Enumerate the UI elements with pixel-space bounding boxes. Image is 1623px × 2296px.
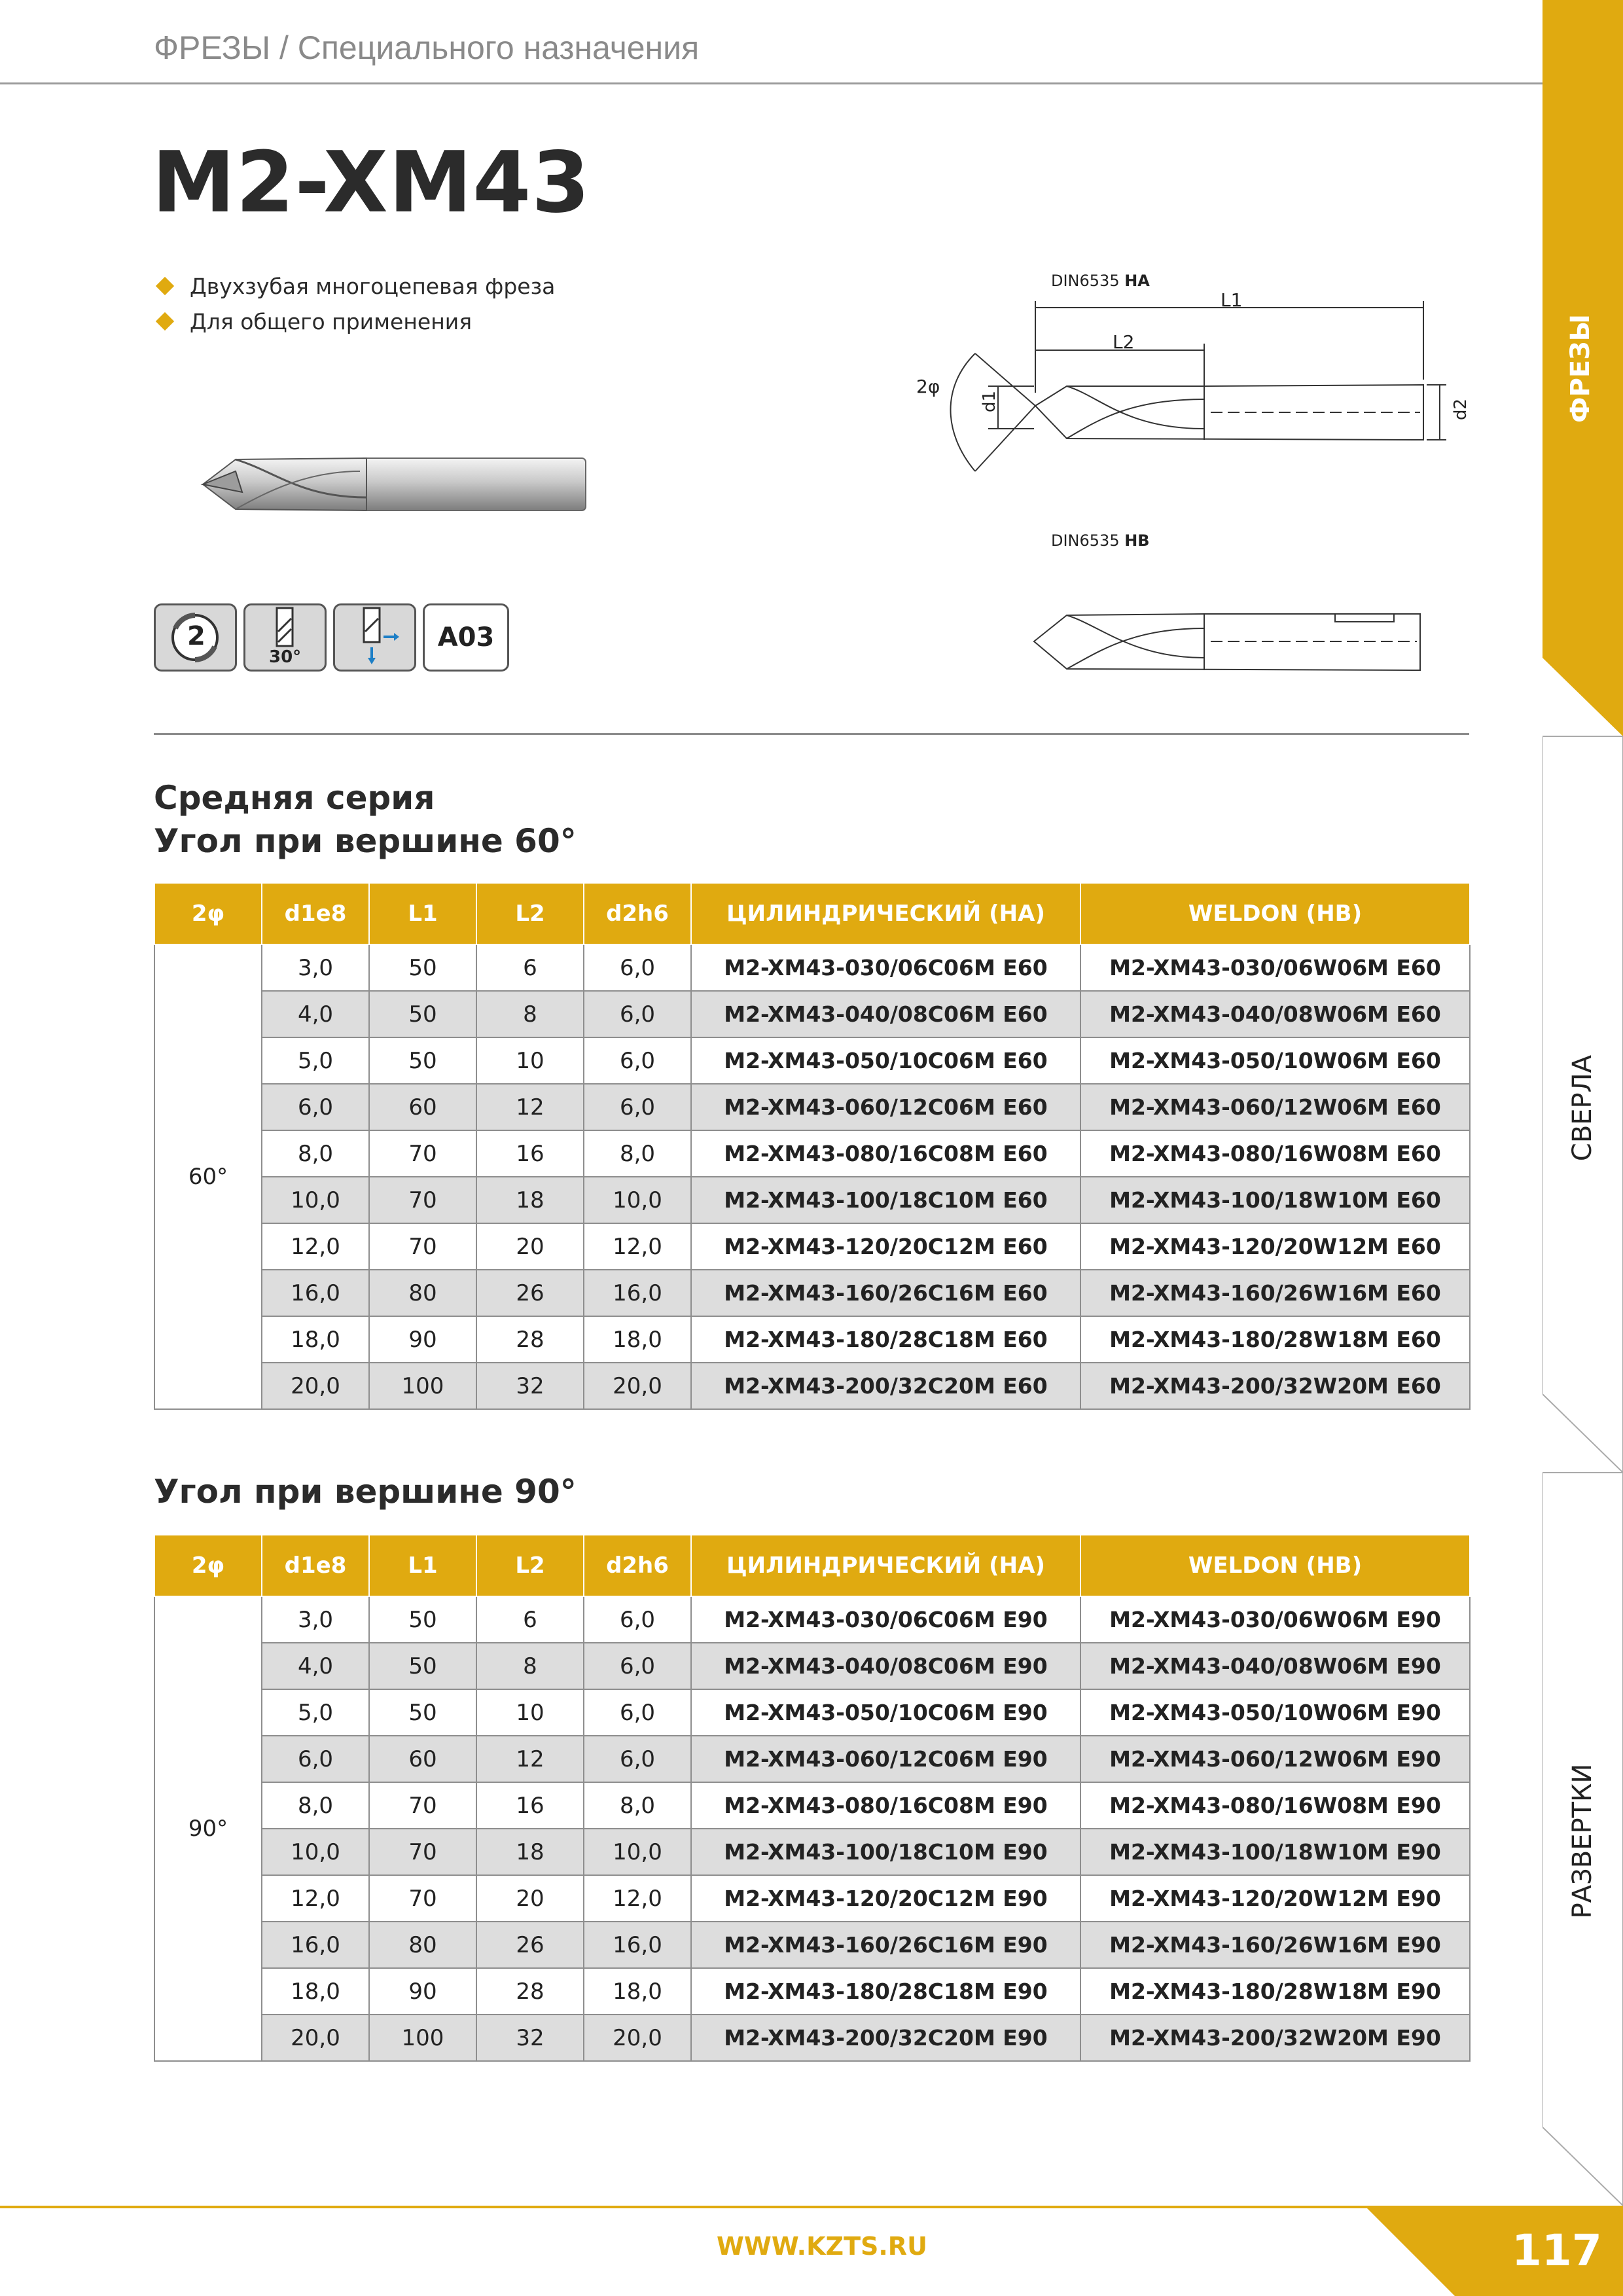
dimension-cell: 26: [476, 1922, 584, 1968]
dimension-cell: 6,0: [584, 1736, 691, 1782]
tab-razvertki[interactable]: РАЗВЕРТКИ: [1567, 1763, 1597, 1919]
dimension-cell: 6,0: [584, 944, 691, 991]
product-title: M2-XM43: [152, 134, 591, 232]
order-code-cell: M2-XM43-120/20W12M E90: [1080, 1875, 1470, 1922]
helix-angle-value: 30°: [269, 647, 302, 667]
order-code-cell: M2-XM43-180/28C18M E60: [691, 1316, 1080, 1363]
table-row: [154, 1782, 1470, 1829]
spec-table-90: [154, 1534, 1471, 2062]
table-header-row: [154, 1535, 1470, 1596]
dimension-cell: 8: [476, 991, 584, 1037]
order-code-cell: M2-XM43-050/10C06M E90: [691, 1689, 1080, 1736]
order-code-cell: M2-XM43-030/06C06M E90: [691, 1596, 1080, 1643]
dimension-cell: 70: [369, 1223, 476, 1270]
dimension-cell: 18,0: [584, 1316, 691, 1363]
col-header: d1e8: [262, 1535, 369, 1596]
dimension-cell: 10,0: [262, 1177, 369, 1223]
table-row: [154, 1130, 1470, 1177]
dimension-cell: 28: [476, 1316, 584, 1363]
dimension-cell: 28: [476, 1968, 584, 2015]
table-row: [154, 1689, 1470, 1736]
feature-item: [154, 304, 555, 339]
angle-cell: 60°: [154, 944, 262, 1409]
col-header: 2φ: [154, 883, 262, 944]
drawing-hb: [1027, 602, 1433, 681]
dimension-cell: 16,0: [262, 1922, 369, 1968]
dimension-cell: 12: [476, 1736, 584, 1782]
table-row: [154, 1270, 1470, 1316]
tab-sverla[interactable]: СВЕРЛА: [1567, 1054, 1597, 1162]
dimension-cell: 90: [369, 1968, 476, 2015]
dimension-cell: 50: [369, 1596, 476, 1643]
table-row: [154, 991, 1470, 1037]
drawing-ha: [903, 288, 1479, 497]
dimension-cell: 18,0: [584, 1968, 691, 2015]
coolant-feed-icon: [333, 603, 416, 672]
order-code-cell: M2-XM43-200/32W20M E90: [1080, 2015, 1470, 2061]
feature-text: Для общего применения: [190, 308, 473, 334]
dimension-cell: 10,0: [262, 1829, 369, 1875]
table-row: [154, 1829, 1470, 1875]
col-header: WELDON (HB): [1080, 1535, 1470, 1596]
dimension-cell: 8: [476, 1643, 584, 1689]
dimension-cell: 60: [369, 1736, 476, 1782]
order-code-cell: M2-XM43-030/06W06M E90: [1080, 1596, 1470, 1643]
dimension-cell: 16: [476, 1130, 584, 1177]
dimension-cell: 70: [369, 1177, 476, 1223]
table-row: [154, 1922, 1470, 1968]
badge-row: [154, 603, 509, 672]
order-code-cell: M2-XM43-100/18C10M E90: [691, 1829, 1080, 1875]
breadcrumb[interactable]: ФРЕЗЫ / Специального назначения: [154, 29, 700, 66]
dimension-cell: 18,0: [262, 1968, 369, 2015]
col-header: 2φ: [154, 1535, 262, 1596]
table-row: [154, 1643, 1470, 1689]
order-code-cell: M2-XM43-080/16W08M E90: [1080, 1782, 1470, 1829]
table-row: [154, 944, 1470, 991]
flute-count: 2: [187, 621, 205, 651]
dimension-cell: 16,0: [584, 1922, 691, 1968]
dim-angle-label: 2φ: [916, 376, 940, 397]
table-row: [154, 1736, 1470, 1782]
col-header: d1e8: [262, 883, 369, 944]
dimension-cell: 8,0: [584, 1130, 691, 1177]
col-header: ЦИЛИНДРИЧЕСКИЙ (HA): [691, 1535, 1080, 1596]
dimension-cell: 5,0: [262, 1689, 369, 1736]
order-code-cell: M2-XM43-160/26C16M E90: [691, 1922, 1080, 1968]
col-header: d2h6: [584, 1535, 691, 1596]
table-row: [154, 1316, 1470, 1363]
dimension-cell: 100: [369, 1363, 476, 1409]
table-row: [154, 1223, 1470, 1270]
dimension-cell: 60: [369, 1084, 476, 1130]
dimension-cell: 16,0: [584, 1270, 691, 1316]
dimension-cell: 32: [476, 1363, 584, 1409]
col-header: L2: [476, 1535, 584, 1596]
dimension-cell: 70: [369, 1782, 476, 1829]
dimension-cell: 20,0: [584, 1363, 691, 1409]
table-header-row: [154, 883, 1470, 944]
table-row: [154, 1968, 1470, 2015]
dimension-cell: 70: [369, 1875, 476, 1922]
helix-angle-icon: [243, 603, 327, 672]
order-code-cell: M2-XM43-050/10W06M E90: [1080, 1689, 1470, 1736]
section-divider: [154, 733, 1469, 735]
spec-table-60: [154, 882, 1471, 1410]
section1-subtitle: Угол при вершине 60°: [154, 822, 577, 860]
dimension-cell: 6,0: [584, 1689, 691, 1736]
header-divider: [0, 82, 1543, 84]
order-code-cell: M2-XM43-160/26C16M E60: [691, 1270, 1080, 1316]
dimension-cell: 100: [369, 2015, 476, 2061]
dimension-cell: 6,0: [584, 1084, 691, 1130]
dimension-cell: 32: [476, 2015, 584, 2061]
footer-divider: [0, 2206, 1543, 2208]
tab-frezy[interactable]: ФРЕЗЫ: [1565, 314, 1596, 423]
dimension-cell: 80: [369, 1270, 476, 1316]
dimension-cell: 10: [476, 1689, 584, 1736]
dimension-cell: 10,0: [584, 1177, 691, 1223]
dimension-cell: 18: [476, 1177, 584, 1223]
dimension-cell: 20,0: [262, 1363, 369, 1409]
order-code-cell: M2-XM43-100/18W10M E90: [1080, 1829, 1470, 1875]
order-code-cell: M2-XM43-180/28W18M E60: [1080, 1316, 1470, 1363]
order-code-cell: M2-XM43-050/10W06M E60: [1080, 1037, 1470, 1084]
dimension-cell: 6: [476, 944, 584, 991]
order-code-cell: M2-XM43-100/18C10M E60: [691, 1177, 1080, 1223]
order-code-cell: M2-XM43-080/16C08M E90: [691, 1782, 1080, 1829]
order-code-cell: M2-XM43-060/12C06M E90: [691, 1736, 1080, 1782]
order-code-cell: M2-XM43-160/26W16M E90: [1080, 1922, 1470, 1968]
order-code-cell: M2-XM43-200/32C20M E60: [691, 1363, 1080, 1409]
table-row: [154, 2015, 1470, 2061]
page-number: 117: [1512, 2225, 1602, 2276]
order-code-cell: M2-XM43-040/08W06M E90: [1080, 1643, 1470, 1689]
dimension-cell: 6,0: [584, 1596, 691, 1643]
order-code-cell: M2-XM43-180/28W18M E90: [1080, 1968, 1470, 2015]
dimension-cell: 6,0: [584, 1643, 691, 1689]
dim-l1-label: L1: [1221, 289, 1243, 311]
col-header: d2h6: [584, 883, 691, 944]
order-code-cell: M2-XM43-200/32C20M E90: [691, 2015, 1080, 2061]
dimension-cell: 18,0: [262, 1316, 369, 1363]
dimension-cell: 16: [476, 1782, 584, 1829]
order-code-cell: M2-XM43-120/20C12M E60: [691, 1223, 1080, 1270]
dimension-cell: 50: [369, 1037, 476, 1084]
footer-url-link[interactable]: WWW.KZTS.RU: [717, 2232, 927, 2261]
dimension-cell: 20,0: [262, 2015, 369, 2061]
order-code-cell: M2-XM43-180/28C18M E90: [691, 1968, 1080, 2015]
feature-item: [154, 268, 555, 304]
dimension-cell: 12,0: [584, 1223, 691, 1270]
feature-text: Двухзубая многоцепевая фреза: [190, 273, 556, 299]
order-code-cell: M2-XM43-080/16C08M E60: [691, 1130, 1080, 1177]
drawing-ha-label: DIN6535 HA: [1051, 272, 1150, 290]
dimension-cell: 10: [476, 1037, 584, 1084]
dimension-cell: 6: [476, 1596, 584, 1643]
section2-title: Угол при вершине 90°: [154, 1473, 577, 1511]
dimension-cell: 20: [476, 1875, 584, 1922]
col-header: ЦИЛИНДРИЧЕСКИЙ (HA): [691, 883, 1080, 944]
col-header: L1: [369, 1535, 476, 1596]
dimension-cell: 12,0: [262, 1223, 369, 1270]
order-code-cell: M2-XM43-060/12W06M E90: [1080, 1736, 1470, 1782]
dimension-cell: 5,0: [262, 1037, 369, 1084]
two-flute-icon: [154, 603, 237, 672]
order-code-cell: M2-XM43-100/18W10M E60: [1080, 1177, 1470, 1223]
dimension-cell: 6,0: [262, 1736, 369, 1782]
dimension-cell: 90: [369, 1316, 476, 1363]
order-code-cell: M2-XM43-040/08W06M E60: [1080, 991, 1470, 1037]
dimension-cell: 50: [369, 991, 476, 1037]
order-code-cell: M2-XM43-040/08C06M E60: [691, 991, 1080, 1037]
order-code-cell: M2-XM43-120/20W12M E60: [1080, 1223, 1470, 1270]
table-row: [154, 1084, 1470, 1130]
order-code-cell: M2-XM43-120/20C12M E90: [691, 1875, 1080, 1922]
dimension-cell: 26: [476, 1270, 584, 1316]
dimension-cell: 10,0: [584, 1829, 691, 1875]
col-header: WELDON (HB): [1080, 883, 1470, 944]
order-code-cell: M2-XM43-050/10C06M E60: [691, 1037, 1080, 1084]
order-code-cell: M2-XM43-030/06C06M E60: [691, 944, 1080, 991]
dimension-cell: 12: [476, 1084, 584, 1130]
dim-d2-label: d2: [1451, 398, 1471, 420]
dimension-cell: 12,0: [584, 1875, 691, 1922]
dimension-cell: 18: [476, 1829, 584, 1875]
dimension-cell: 4,0: [262, 991, 369, 1037]
order-code-cell: M2-XM43-080/16W08M E60: [1080, 1130, 1470, 1177]
dimension-cell: 3,0: [262, 1596, 369, 1643]
dim-l2-label: L2: [1113, 331, 1135, 353]
dimension-cell: 6,0: [262, 1084, 369, 1130]
drill-photo-image: [196, 452, 589, 517]
table-row: [154, 1363, 1470, 1409]
order-code-cell: M2-XM43-040/08C06M E90: [691, 1643, 1080, 1689]
dimension-cell: 70: [369, 1130, 476, 1177]
dimension-cell: 3,0: [262, 944, 369, 991]
dimension-cell: 70: [369, 1829, 476, 1875]
table-row: [154, 1037, 1470, 1084]
section1-title: Средняя серия: [154, 779, 435, 817]
table-row: [154, 1875, 1470, 1922]
table-row: [154, 1177, 1470, 1223]
dimension-cell: 4,0: [262, 1643, 369, 1689]
order-code-cell: M2-XM43-060/12C06M E60: [691, 1084, 1080, 1130]
order-code-cell: M2-XM43-060/12W06M E60: [1080, 1084, 1470, 1130]
order-code-cell: M2-XM43-160/26W16M E60: [1080, 1270, 1470, 1316]
dimension-cell: 8,0: [584, 1782, 691, 1829]
dim-d1-label: d1: [980, 390, 999, 412]
table-row: [154, 1596, 1470, 1643]
dimension-cell: 16,0: [262, 1270, 369, 1316]
order-code-cell: M2-XM43-200/32W20M E60: [1080, 1363, 1470, 1409]
dimension-cell: 8,0: [262, 1130, 369, 1177]
col-header: L2: [476, 883, 584, 944]
dimension-cell: 20: [476, 1223, 584, 1270]
dimension-cell: 50: [369, 1689, 476, 1736]
bullet-diamond-icon: [156, 277, 174, 295]
dimension-cell: 6,0: [584, 991, 691, 1037]
order-code-cell: M2-XM43-030/06W06M E60: [1080, 944, 1470, 991]
dimension-cell: 50: [369, 944, 476, 991]
col-header: L1: [369, 883, 476, 944]
feature-list: [154, 268, 555, 339]
drawing-hb-label: DIN6535 HB: [1051, 531, 1150, 550]
dimension-cell: 6,0: [584, 1037, 691, 1084]
dimension-cell: 50: [369, 1643, 476, 1689]
material-code-badge: A03: [423, 603, 509, 672]
dimension-cell: 12,0: [262, 1875, 369, 1922]
angle-cell: 90°: [154, 1596, 262, 2061]
dimension-cell: 20,0: [584, 2015, 691, 2061]
dimension-cell: 80: [369, 1922, 476, 1968]
bullet-diamond-icon: [156, 312, 174, 331]
dimension-cell: 8,0: [262, 1782, 369, 1829]
